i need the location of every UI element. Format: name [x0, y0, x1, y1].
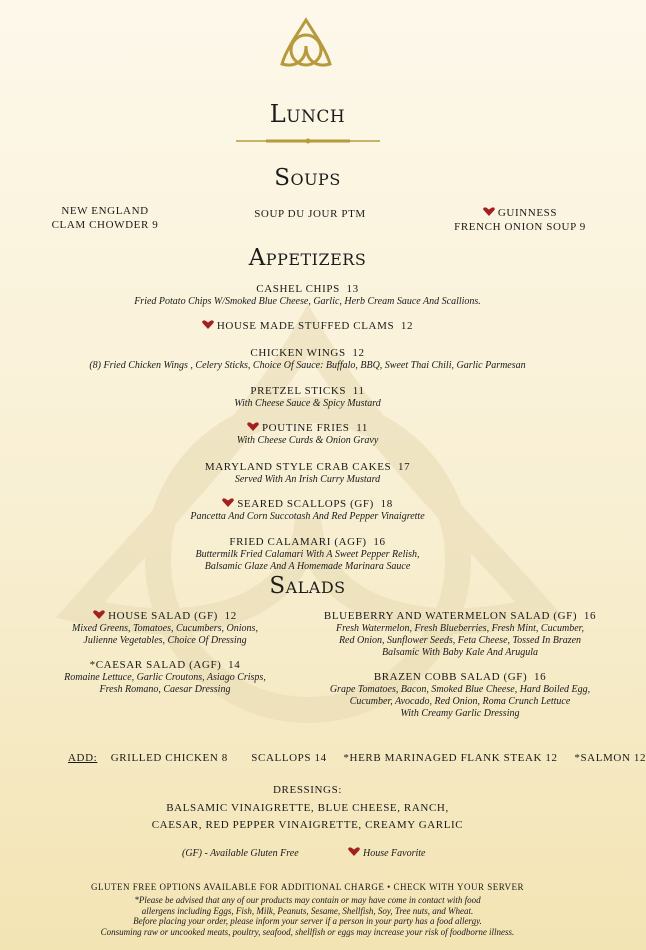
item-name: POUTINE FRIES: [261, 422, 350, 434]
add-on-item: *SALMON 12: [574, 752, 646, 764]
menu-item: [0, 319, 615, 333]
item-description: Cucumber, Avocado, Red Onion, Roma Crunch Lettuce: [349, 696, 571, 707]
item-price: 13: [346, 283, 359, 295]
menu-item: [0, 497, 615, 523]
menu-item: [40, 658, 290, 696]
disclaimer-line: Consuming raw or uncooked meats, poultry, seafood, shellfish or eggs may increase your risk of foodborne illness.: [100, 926, 515, 937]
heart-icon: [93, 610, 105, 619]
item-price: 12: [352, 347, 365, 359]
dressings-line: CAESAR, RED PEPPER VINAIGRETTE, CREAMY GARLIC: [151, 819, 464, 831]
soup-item: [40, 204, 170, 232]
item-description: With Creamy Garlic Dressing: [400, 708, 520, 719]
add-on-item: *HERB MARINAGED FLANK STEAK 12: [343, 752, 558, 764]
heart-icon: [202, 320, 214, 329]
soup-name-line1: NEW ENGLAND: [61, 205, 149, 217]
menu-item: [0, 421, 615, 447]
gf-options-note: GLUTEN FREE OPTIONS AVAILABLE FOR ADDITIONAL CHARGE • CHECK WITH YOUR SERVER: [90, 882, 525, 892]
item-description: With Cheese Sauce & Spicy Mustard: [234, 398, 381, 409]
add-on-item: SCALLOPS 14: [251, 752, 327, 764]
item-description: Romaine Lettuce, Garlic Croutons, Asiago Crisps,: [64, 672, 266, 683]
item-name: BLUEBERRY AND WATERMELON SALAD (GF): [323, 610, 578, 622]
dressings-label: DRESSINGS:: [273, 784, 342, 796]
menu-item: [315, 609, 605, 659]
salads-heading: Salads: [269, 573, 346, 599]
menu-item: [0, 282, 615, 308]
item-description: (8) Fried Chicken Wings , Celery Sticks, Choice Of Sauce: Buffalo, BBQ, Sweet Thai Chili, Garlic Parmesan: [89, 360, 526, 371]
menu-item: [0, 460, 615, 486]
heart-icon: [247, 422, 259, 431]
disclaimer-line: Before placing your order, please inform your server if a person in your party has a food allergy.: [133, 916, 482, 926]
menu-item: [0, 346, 615, 372]
soups-heading: Soups: [274, 165, 341, 191]
item-price: 11: [352, 385, 365, 397]
item-name: HOUSE SALAD (GF): [108, 610, 218, 622]
item-name: BRAZEN COBB SALAD (GF): [373, 671, 528, 683]
appetizers-heading: Appetizers: [248, 245, 367, 271]
favorite-legend: [348, 847, 426, 860]
item-description: Mixed Greens, Tomatoes, Cucumbers, Onions,: [72, 623, 258, 634]
heart-icon: [348, 847, 360, 856]
item-description: Balsamic With Baby Kale And Arugula: [381, 647, 538, 658]
favorite-legend-text: House Favorite: [363, 848, 426, 859]
disclaimer-line: *Please be advised that any of our products may contain or may have come in contact with food: [134, 895, 481, 905]
item-description: Balsamic Glaze And A Homemade Marinara Sauce: [204, 561, 411, 572]
add-label: ADD:: [68, 752, 98, 764]
menu-item: [0, 384, 615, 410]
item-price: 16: [533, 671, 547, 683]
item-name: *CAESAR SALAD (AGF): [89, 659, 222, 671]
item-name: FRIED CALAMARI (AGF): [229, 536, 367, 548]
item-name: SEARED SCALLOPS (GF): [237, 498, 374, 510]
item-description: Pancetta And Corn Succotash And Red Pepper Vinaigrette: [190, 511, 425, 522]
item-description: Red Onion, Sunflower Seeds, Feta Cheese, Tossed In Brazen: [338, 635, 582, 646]
gf-legend: (GF) - Available Gluten Free: [182, 848, 299, 859]
menu-item: [0, 535, 615, 573]
soup-name-line1: SOUP DU JOUR PTM: [254, 208, 366, 220]
soup-item: [440, 206, 600, 234]
add-on-item: GRILLED CHICKEN 8: [110, 752, 228, 764]
menu-item: [40, 609, 290, 647]
item-description: Fresh Romano, Caesar Dressing: [99, 684, 231, 695]
item-price: 11: [356, 422, 369, 434]
item-description: Served With An Irish Curry Mustard: [234, 474, 381, 485]
soup-name-line1: GUINNESS: [497, 207, 558, 219]
item-name: CASHEL CHIPS: [256, 283, 340, 295]
item-description: Fried Potato Chips W/Smoked Blue Cheese, Garlic, Herb Cream Sauce And Scallions.: [134, 296, 481, 307]
item-description: Grape Tomatoes, Bacon, Smoked Blue Cheese, Hard Boiled Egg,: [329, 684, 591, 695]
item-price: 17: [397, 461, 411, 473]
page-title: Lunch: [269, 100, 346, 128]
item-name: MARYLAND STYLE CRAB CAKES: [204, 461, 392, 473]
item-description: Fresh Watermelon, Fresh Blueberries, Fresh Mint, Cucumber,: [336, 623, 584, 634]
add-ons-row: [68, 751, 646, 765]
item-price: 14: [228, 659, 241, 671]
title-divider: [236, 136, 380, 146]
allergy-disclaimer: [0, 895, 615, 937]
menu-item: [315, 670, 605, 720]
soup-name-line2: CLAM CHOWDER 9: [51, 219, 159, 231]
item-price: 12: [400, 320, 414, 332]
dressings-list: [0, 800, 615, 834]
dressings-line: BALSAMIC VINAIGRETTE, BLUE CHEESE, RANCH,: [166, 802, 449, 814]
heart-icon: [483, 207, 495, 216]
heart-icon: [222, 498, 234, 507]
soup-item: [230, 207, 390, 221]
item-description: With Cheese Curds & Onion Gravy: [236, 435, 379, 446]
triquetra-icon: [278, 16, 334, 72]
item-name: PRETZEL STICKS: [250, 385, 347, 397]
soup-name-line2: FRENCH ONION SOUP 9: [454, 221, 586, 233]
item-description: Julienne Vegetables, Choice Of Dressing: [83, 635, 247, 646]
item-price: 12: [224, 610, 237, 622]
disclaimer-line: allergens including Eggs, Fish, Milk, Peanuts, Sesame, Shellfish, Soy, Tree nuts, and Wheat.: [141, 905, 474, 916]
item-price: 18: [380, 498, 393, 510]
item-name: CHICKEN WINGS: [250, 347, 346, 359]
item-price: 16: [583, 610, 597, 622]
item-name: HOUSE MADE STUFFED CLAMS: [216, 320, 395, 332]
item-description: Buttermilk Fried Calamari With A Sweet Pepper Relish,: [195, 549, 420, 560]
item-price: 16: [373, 536, 386, 548]
